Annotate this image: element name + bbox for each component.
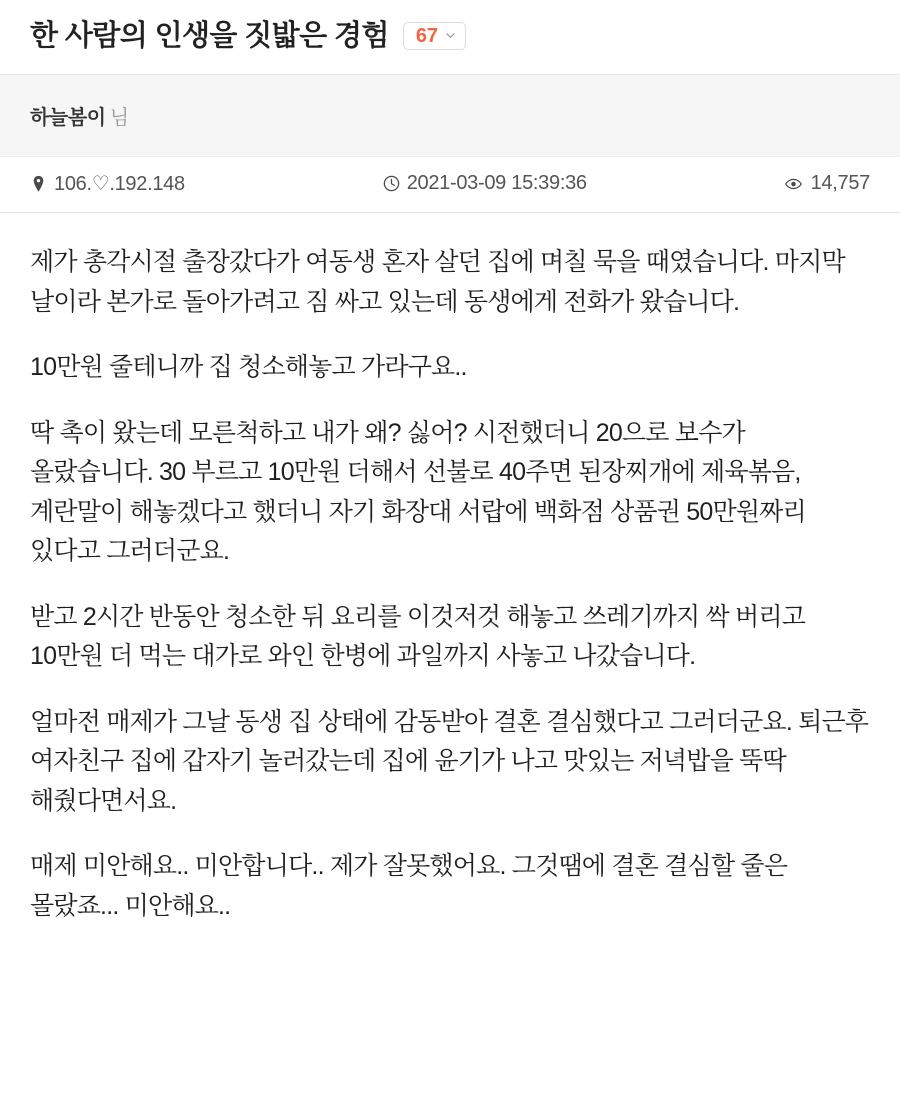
author-ip	[30, 171, 185, 196]
paragraph: 10만원 줄테니까 집 청소해놓고 가라구요..	[30, 353, 467, 382]
author-name[interactable]: 하늘봄이	[30, 107, 106, 130]
comment-count: 67	[415, 25, 439, 48]
paragraph: 제가 총각시절 출장갔다가 여동생 혼자 살던 집에 며칠 묵을 때였습니다. 마지막 날이라 본가로 돌아가려고 짐 싸고 있는데 동생에게 전화가 왔습니다.	[30, 248, 845, 316]
author-band	[0, 75, 900, 157]
post-timestamp	[383, 172, 587, 195]
clock-icon	[383, 174, 400, 193]
author-ip-text: 106.♡.192.148	[54, 173, 185, 196]
paragraph: 딱 촉이 왔는데 모른척하고 내가 왜? 싫어? 시전했더니 20으로 보수가 올랐습니다. 30 부르고 10만원 더해서 선불로 40주면 된장찌개에 제육볶음, 계란말이 해놓겠다고 했더니 자기 화장대 서랍에 백화점 상품권 50만원짜리 있다고 그러더군요.	[30, 418, 806, 566]
comment-count-chip[interactable]	[403, 22, 466, 50]
post-meta-row	[0, 157, 900, 213]
page-title: 한 사람의 인생을 짓밟은 경험	[30, 20, 389, 52]
view-count	[785, 172, 870, 195]
post-timestamp-text: 2021-03-09 15:39:36	[406, 172, 587, 195]
article-body	[0, 213, 900, 1095]
author-name-suffix: 님	[109, 107, 130, 130]
view-count-text: 14,757	[810, 172, 870, 195]
paragraph: 얼마전 매제가 그날 동생 집 상태에 감동받아 결혼 결심했다고 그러더군요. 퇴근후 여자친구 집에 갑자기 놀러갔는데 집에 윤기가 나고 맛있는 저녁밥을 뚝딱 해줬다면서요.	[30, 707, 869, 815]
title-bar	[0, 0, 900, 75]
chevron-down-icon	[445, 30, 456, 41]
eye-icon	[785, 174, 802, 193]
paragraph: 받고 2시간 반동안 청소한 뒤 요리를 이것저것 해놓고 쓰레기까지 싹 버리고 10만원 더 먹는 대가로 와인 한병에 과일까지 사놓고 나갔습니다.	[30, 602, 806, 671]
location-pin-icon	[30, 174, 47, 193]
paragraph: 매제 미안해요.. 미안합니다.. 제가 잘못했어요. 그것땜에 결혼 결심할 줄은 몰랐죠... 미안해요..	[30, 852, 788, 920]
